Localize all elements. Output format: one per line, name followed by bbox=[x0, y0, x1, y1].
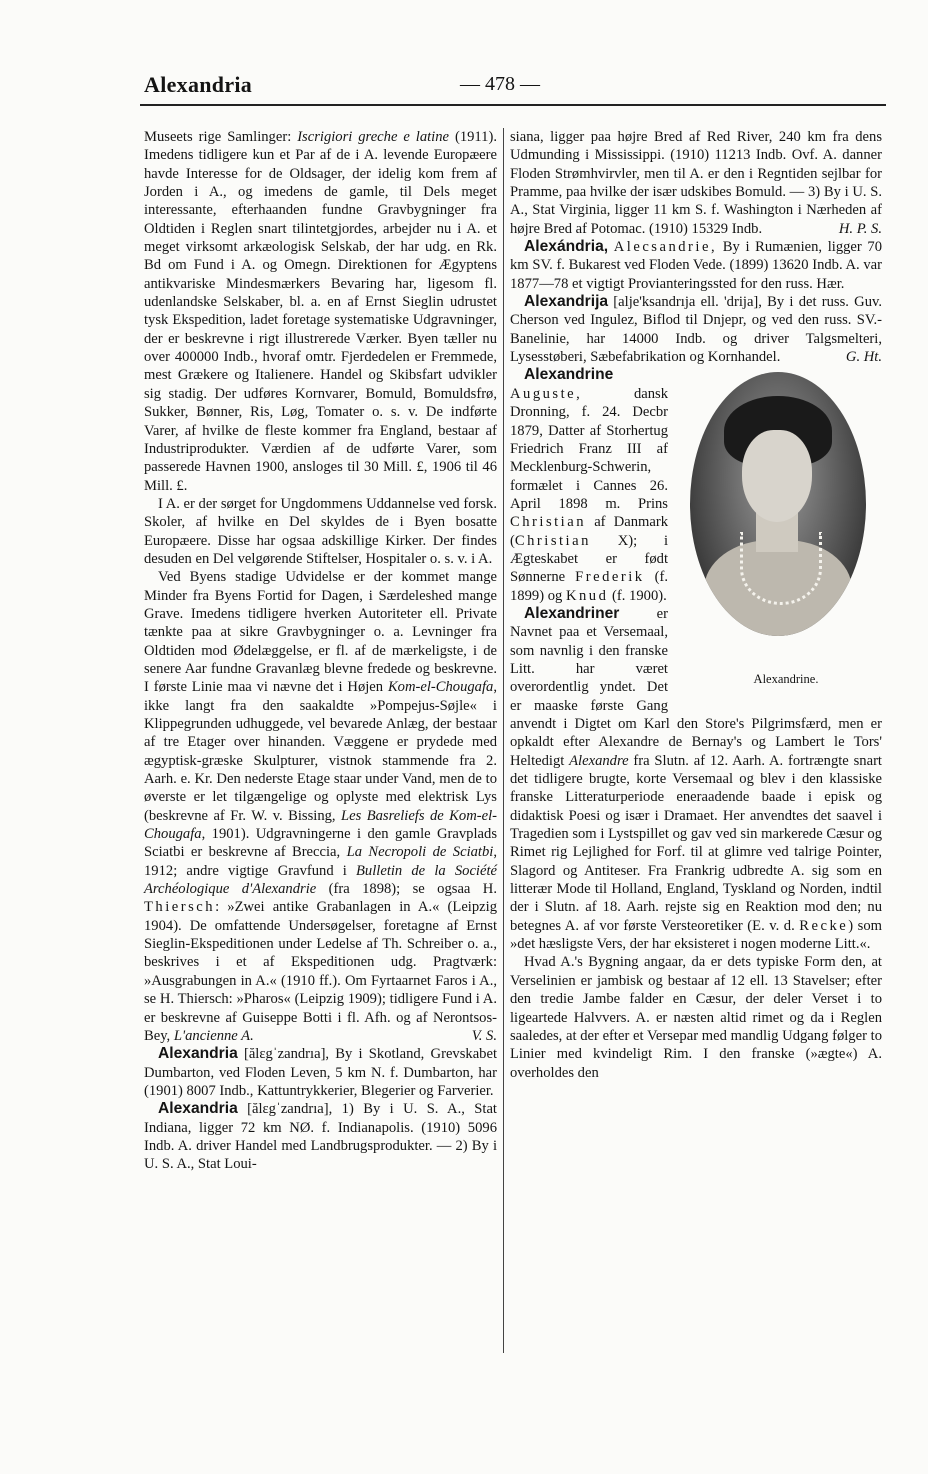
entry-headword: Alexandrija bbox=[524, 293, 609, 311]
figure-caption: Alexandrine. bbox=[753, 672, 819, 687]
paragraph-verse-structure: Hvad A.'s Bygning angaar, da er dets typiske Form den, at Verselinien er jambisk og bestaar af 12 ell. 13 Stavelser; efter den tredie Jambe falder en Cæsur, der deler Verset i to ligeartede Halvvers. A. er næsten altid rimet og da i Reglen saaledes, at der efter et Versepar med mandlig Udgang følger to Linier med kvindeligt Rim. I den franske (»ægte«) A. overholdes den bbox=[510, 954, 882, 1081]
paragraph-tombs: Ved Byens stadige Udvidelse er der kommet mange Minder fra Byens Fortid for Dagen, i Særdeleshed mange Grave. Imedens tidligere hverken Autoriteter ell. Private tænkte paa at sikre Gravbygninger o. a. Levninger fra Oldtiden mod Ødelæggelse, er fl. af de mærkeligste, i de senere Aar fundne Gravanlæg blevne fredede og beskrevne. I første Linie maa vi nævne det i Højen Kom-el-Chougafa, ikke langt fra den saakaldte »Pompejus-Søjle« i Klippegrunden udhuggede, vel bevarede Anlæg, der bestaar af tre Etager over hinanden. Væggene er prydede med ægyptisk-græske Skulpturer, vistnok stammende fra 2. Aarh. e. Kr. Den nederste Etage staar under Vand, men de to øverste er let tilgængelige og oplyste med elektrisk Lys (beskrevne af Fr. W. v. Bissing, Les Basreliefs de Kom-el-Chougafa, 1901). Udgravningerne i den gamle Gravplads Sciatbi er beskrevne af Breccia, La Necropoli de Sciatbi, 1912; andre vigtige Gravfund i Bulletin de la Société Archéologique d'Alexandrie (fra 1898); se ogsaa H. Thiersch: »Zwei antike Grabanlagen in A.« (Leipzig 1904). De omfattende Undersøgelser, foretagne af Ernst Sieglin-Ekspeditionen under Ledelse af Th. Schreiber o. a., beskrives i et af Ekspeditionen udg. Pragtværk: »Ausgrabungen in A.« (1910 ff.). Om Fyrtaarnet Faros i A., se H. Thiersch: »Pharos« (Leipzig 1909); tidligere Fund i A. er beskrevne af Guiseppe Botti i fl. Afh. og af Nerontsos-Bey, L'ancienne A. V. S. bbox=[144, 569, 497, 1044]
entry-alexandria-usa-continued: siana, ligger paa højre Bred af Red River, 240 km fra dens Udmunding i Mississippi. (1910) 11213 Indb. Ovf. A. danner Floden Strømhvirvler, men til A. er den i Regntiden sejlbar for Pramme, paa hvilke der især udskibes Bomuld. — 3) By i U. S. A., Stat Virginia, ligger 11 km S. f. Washington i Nærheden af højre Bred af Potomac. (1910) 15329 Indb. H. P. S. bbox=[510, 129, 882, 237]
entry-alexandriner: Alexandriner er Navnet paa et Versemaal, som navnlig i den franske Litt. har været overordentlig yndet. Det er maaske første Gang anvendt i Digtet om Karl den Store's Pilgrimsfærd, men er opkaldt efter Alexandre de Bernay's og Lambert le Tors' Heltedigt Alexandre fra Slutn. af 12. Aarh. A. fortrængte snart det tidligere brugte, korte Versemaal og blev i den klassiske franske Litteraturperiode eneraadende baade i episk og didaktisk Poesi og især i Dramaet. Her anvendtes det saavel i Tragedien som i Lystspillet og gav ved sin markerede Cæsur og Rimet rig Lejlighed for Forf. til at glimre ved talrige Pointer, Slagord og Antiteser. Fra Frankrig udbredte A. sig som en litterær Mode til Holland, England, Tyskland og Norden, indtil der i Slutn. af 18. Aarh. rejste sig en Reaktion mod den; nu betegnes A. af vor første Versteoretiker (E. v. d. Recke) som »det hæsligste Vers, der har eksisteret i nogen moderne Litt.«. bbox=[510, 604, 882, 953]
paragraph-schools: I A. er der sørget for Ungdommens Uddannelse ved forsk. Skoler, af hvilke en Del skyldes de i Byen bosatte Europæere. Disse har ogsaa adskillige Kirker. Der findes desuden en Del velgørende Stiftelser, Hospitaler o. s. v. i A. bbox=[144, 495, 497, 567]
author-signature: H. P. S. bbox=[838, 220, 882, 237]
entry-headword: Alexandria bbox=[158, 1100, 238, 1118]
author-signature: V. S. bbox=[471, 1027, 497, 1044]
portrait-image bbox=[690, 372, 866, 636]
page-number: — 478 — bbox=[460, 73, 540, 95]
paragraph-museum: Museets rige Samlinger: Iscrigiori greche e latine (1911). Imedens tidligere kun et Par af de i A. levende Europæere havde Interesse for de Oldsager, der idelig kom frem af Jorden i A., og imedens de gamle, til Dels meget interessante, efterhaanden fundne Gravbygninger fra Oldtiden i Reglen snart tilintetgjordes, arbejder nu i A. et meget virksomt arkæologisk Selskab, der har udg. en Rk. Bd om Fund i A. og Omegn. Direktionen for Ægyptens antikvariske Mindesmærkers Bevaring har, ligesom fl. udenlandske Selskaber, bl. a. en af Ernst Sieglin udrustet tysk Ekspedition, ladet foretage systematiske Udgravninger, der er beskrevne i rigt illustrerede Værker. Byen tæller nu over 400000 Indb., hvoraf omtr. Fjerdedelen er Fremmede, mest Grækere og Italienere. Handel og Skibsfart udvikler sig stadig. Der udføres Kornvarer, Bomuld, Bomuldsfrø, Sukker, Bønner, Ris, Løg, Tomater o. s. v. De indførte Varer, af hvilke de fleste kommer fra England, bestaar af Industriprodukter. Værdien af de udførte Varer, som passerede Havnen 1900, ansloges til 30 Mill. £, 1906 til 46 Mill. £. bbox=[144, 129, 497, 494]
portrait-figure bbox=[676, 368, 882, 698]
entry-alexandria-romania: Alexándria, Alecsandrie, By i Rumænien, ligger 70 km SV. f. Bukarest ved Floden Vede. (1899) 13620 Indb. A. var 1877—78 et vigtigt Provianteringssted for den russ. Hær. bbox=[510, 238, 882, 292]
author-signature: G. Ht. bbox=[845, 349, 882, 366]
page-header bbox=[140, 70, 886, 100]
right-column bbox=[510, 128, 882, 1082]
entry-alexandrija: Alexandrija [alje'ksandrıja ell. 'drija], By i det russ. Guv. Cherson ved Ingulez, Biflod til Dnjepr, og ved den russ. SV.-Banelinie, har 14000 Indb. og driver Talgsmelteri, Lysesstøberi, Sæbefabrikation og Kornhandel. G. Ht. bbox=[510, 293, 882, 366]
entry-headword: Alexándria, bbox=[524, 238, 609, 256]
header-rule bbox=[140, 104, 886, 106]
left-column bbox=[144, 128, 497, 1174]
entry-headword: Alexandriner bbox=[524, 604, 620, 622]
entry-alexandria-usa: Alexandria [ălɛgˈzandrıa], 1) By i U. S. A., Stat Indiana, ligger 72 km NØ. f. Indianapolis. (1910) 5096 Indb. A. driver Handel med Landbrugsprodukter. — 2) By i U. S. A., Stat Loui- bbox=[144, 1100, 497, 1173]
column-divider bbox=[503, 128, 504, 1353]
entry-headword: Alexandrine bbox=[524, 366, 614, 384]
entry-alexandrine: Alexandrine. Alexandrine Auguste, dansk Dronning, f. 24. Decbr 1879, Datter af Storhertug Friedrich Franz III af Mecklenburg-Schwerin, formælet i Cannes 26. April 1898 m. Prins Christian af Danmark (Christian X); i Ægteskabet er født Sønnerne Frederik (f. 1899) og Knud (f. 1900). bbox=[510, 366, 882, 604]
entry-headword: Alexandria bbox=[158, 1045, 238, 1063]
running-title: Alexandria bbox=[144, 72, 253, 97]
entry-alexandria-scotland: Alexandria [ălɛgˈzandrıa], By i Skotland, Grevskabet Dumbarton, ved Floden Leven, 5 km N. f. Dumbarton, har (1901) 8007 Indb., Kattuntrykkerier, Blegerier og Farverier. bbox=[144, 1045, 497, 1099]
